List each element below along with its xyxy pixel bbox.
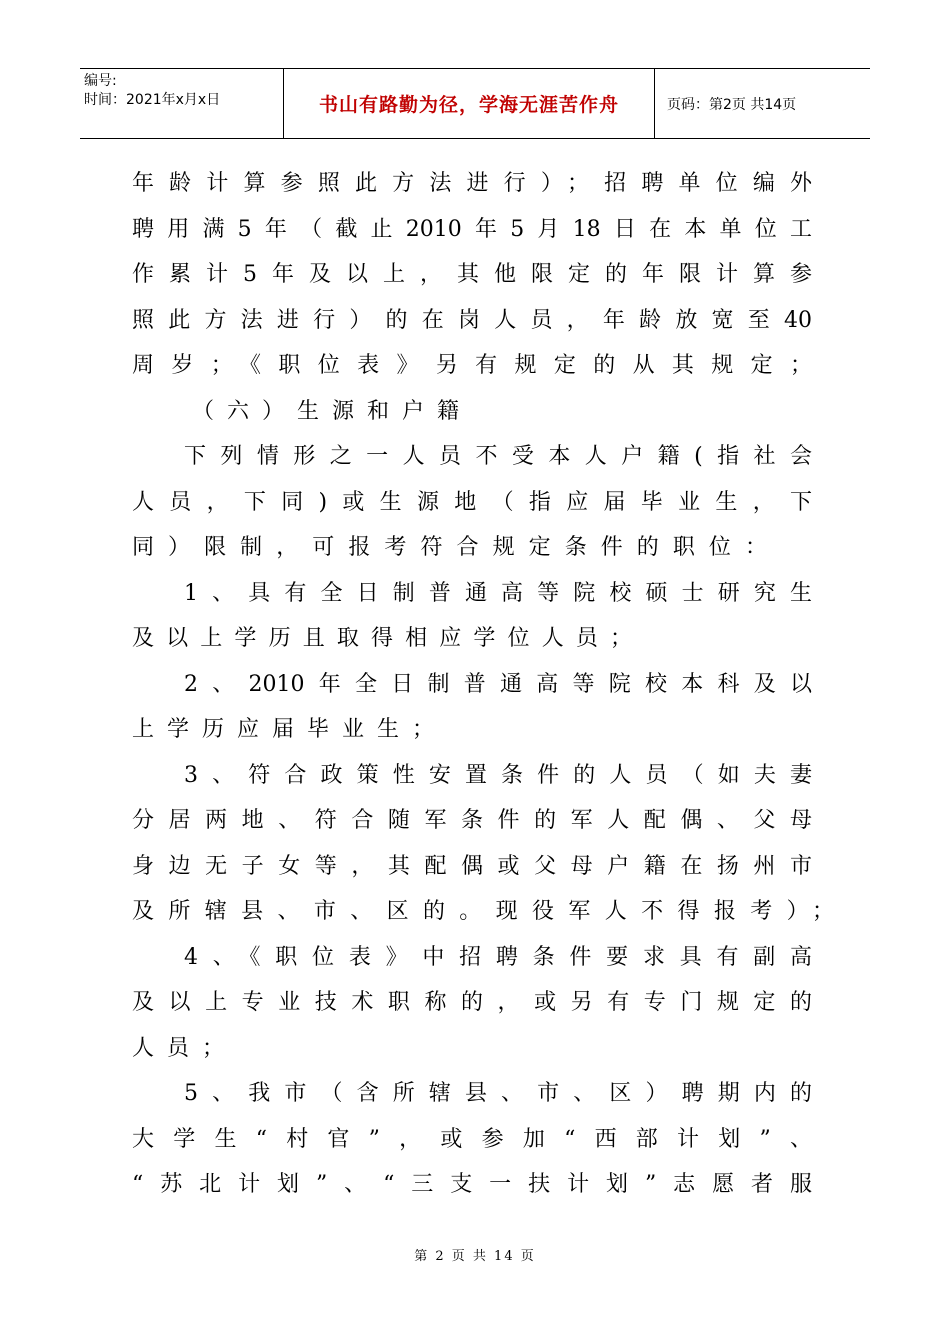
text-line: 及以上专业技术职称的，或另有专门规定的 — [132, 990, 812, 1015]
document-number-label: 编号: — [84, 73, 117, 89]
text-line: 及以上学历且取得相应学位人员； — [132, 626, 632, 651]
list-item-3: 3、符合政策性安置条件的人员（如夫妻 — [184, 762, 812, 788]
text-line: 作累计5年及以上，其他限定的年限计算参 — [132, 262, 812, 287]
header-page-number: 页码：第2页 共14页 — [667, 96, 797, 113]
header-motto: 书山有路勤为径，学海无涯苦作舟 — [283, 69, 655, 138]
body-text — [132, 161, 834, 1208]
text-line: 分居两地、符合随军条件的军人配偶、父母 — [132, 808, 812, 833]
text-line: 照此方法进行）的在岗人员，年龄放宽至40 — [132, 307, 812, 333]
list-item-1: 1、具有全日制普通高等院校硕士研究生 — [184, 580, 812, 606]
document-time-label: 时间：2021年x月x日 — [84, 92, 221, 108]
section-heading: （六）生源和户籍 — [192, 398, 473, 424]
text-line: 及所辖县、市、区的。现役军人不得报考）； — [132, 899, 834, 924]
list-item-4: 4、《职位表》中招聘条件要求具有副高 — [184, 944, 812, 970]
text-line: 上学历应届毕业生； — [132, 717, 448, 742]
page-header — [80, 68, 870, 139]
text-line: 大学生“村官”，或参加“西部计划”、 — [132, 1126, 812, 1152]
text-line: 同）限制，可报考符合规定条件的职位： — [132, 535, 767, 560]
text-line: 人员，下同)或生源地（指应届毕业生，下 — [132, 489, 812, 515]
page-footer: 第 2 页 共 14 页 — [414, 1249, 536, 1264]
list-item-5: 5、我市（含所辖县、市、区）聘期内的 — [184, 1081, 812, 1106]
text-line: 下列情形之一人员不受本人户籍(指社会 — [184, 444, 812, 469]
text-line: 周岁；《职位表》另有规定的从其规定； — [132, 353, 812, 378]
list-item-2: 2、2010年全日制普通高等院校本科及以 — [184, 671, 812, 697]
header-meta — [80, 69, 283, 138]
text-line: 年龄计算参照此方法进行）；招聘单位编外 — [132, 171, 812, 196]
text-line: 人员； — [132, 1035, 238, 1061]
text-line: 身边无子女等，其配偶或父母户籍在扬州市 — [132, 853, 812, 879]
text-line: 聘用满5年（截止2010年5月18日在本单位工 — [132, 216, 812, 242]
text-line: “苏北计划”、“三支一扶计划”志愿者服 — [132, 1172, 812, 1197]
